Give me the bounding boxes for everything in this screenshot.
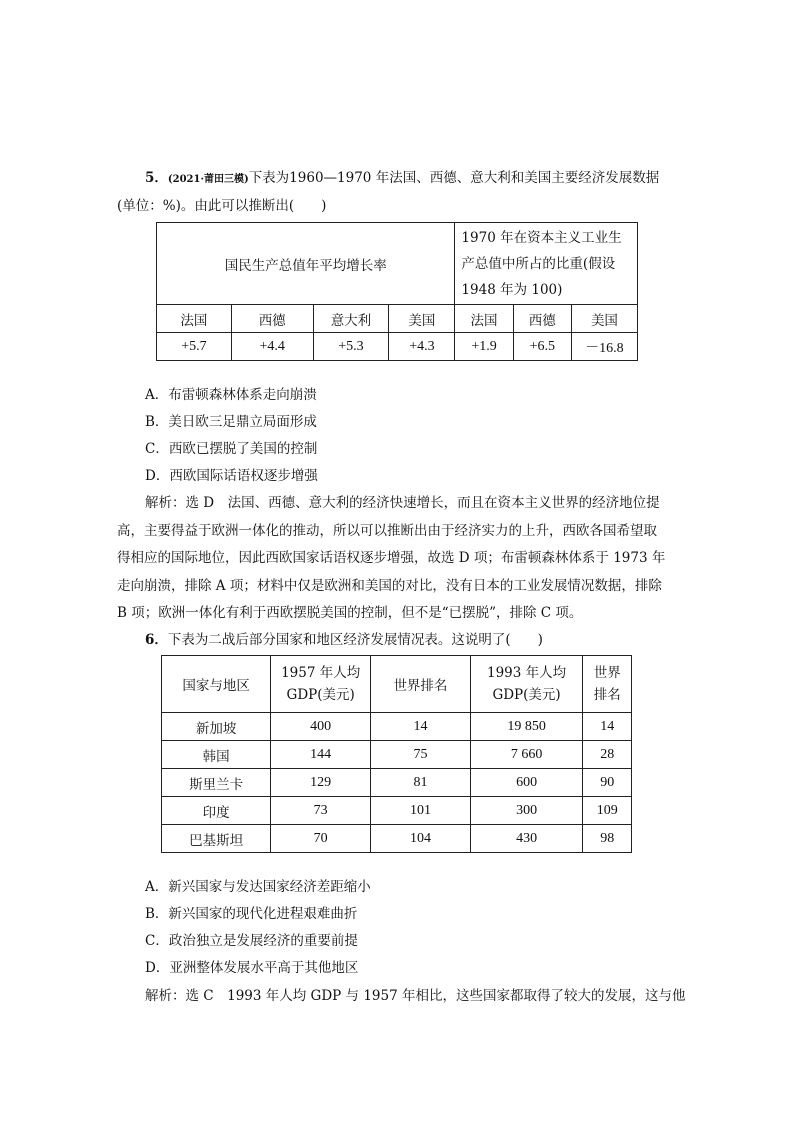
q5-option-d[interactable]: D．西欧国际话语权逐步增强 xyxy=(145,468,318,484)
q6-cell-gdp1993: 300 xyxy=(470,797,583,825)
q6-header-rank1957: 世界排名 xyxy=(371,656,471,713)
q6-cell-gdp1993: 7 660 xyxy=(470,741,583,769)
table-row xyxy=(162,797,632,825)
q5-analysis-line: 高，主要得益于欧洲一体化的推动，所以可以推断出由于经济实力的上升，西欧各国希望取 xyxy=(117,523,657,539)
q5-value-cell: +4.4 xyxy=(231,333,313,361)
q6-header-rank1993 xyxy=(583,656,632,713)
q5-option-b[interactable]: B．美日欧三足鼎立局面形成 xyxy=(145,414,317,430)
q5-value-cell: +4.3 xyxy=(389,333,455,361)
q5-analysis-line: 解析：选 D 法国、西德、意大利的经济快速增长，而且在资本主义世界的经济地位提 xyxy=(145,495,660,511)
q5-value-cell: +6.5 xyxy=(513,333,571,361)
q6-cell-rank1993: 109 xyxy=(583,797,632,825)
q5-col-header: 法国 xyxy=(157,305,232,333)
q6-header-gdp1957-line: 1957 年人均 xyxy=(281,665,361,681)
q5-col-header: 西德 xyxy=(231,305,313,333)
q6-cell-rank1957: 75 xyxy=(371,741,471,769)
q5-col-header: 西德 xyxy=(513,305,571,333)
q5-number: 5． xyxy=(145,170,168,186)
q6-cell-rank1993: 98 xyxy=(583,825,632,853)
q6-cell-gdp1993: 19 850 xyxy=(470,713,583,741)
q5-col-header: 美国 xyxy=(571,305,637,333)
q5-analysis-line: 走向崩溃，排除 A 项；材料中仅是欧洲和美国的对比，没有日本的工业发展情况数据，排除 xyxy=(117,578,662,594)
q5-stem-line2: (单位：%)。由此可以推断出( ) xyxy=(117,198,327,214)
table-row xyxy=(162,741,632,769)
q5-value-cell: +5.7 xyxy=(157,333,232,361)
q6-cell-rank1993: 14 xyxy=(583,713,632,741)
q6-cell-name: 印度 xyxy=(162,797,271,825)
q6-cell-rank1993: 28 xyxy=(583,741,632,769)
table-row xyxy=(162,825,632,853)
q5-analysis-line: 得相应的国际地位，因此西欧国家话语权逐步增强，故选 D 项；布雷顿森林体系于 1973 年 xyxy=(117,550,666,566)
q5-stem-line1 xyxy=(145,168,659,190)
q5-stem-text: 下表为1960—1970 年法国、西德、意大利和美国主要经济发展数据 xyxy=(248,170,660,186)
q6-cell-name: 巴基斯坦 xyxy=(162,825,271,853)
q6-cell-rank1957: 81 xyxy=(371,769,471,797)
q5-head-share xyxy=(455,223,638,305)
q6-option-c[interactable]: C．政治独立是发展经济的重要前提 xyxy=(145,933,358,949)
q6-cell-gdp1957: 129 xyxy=(271,769,371,797)
q5-col-header: 法国 xyxy=(455,305,513,333)
q5-value-cell: +1.9 xyxy=(455,333,513,361)
q5-value-cell: －16.8 xyxy=(571,333,637,361)
q5-col-header: 美国 xyxy=(389,305,455,333)
q6-header-gdp1957 xyxy=(271,656,371,713)
q6-stem xyxy=(145,630,543,650)
q6-cell-name: 新加坡 xyxy=(162,713,271,741)
q6-cell-gdp1957: 73 xyxy=(271,797,371,825)
q6-cell-gdp1993: 430 xyxy=(470,825,583,853)
q6-option-a[interactable]: A．新兴国家与发达国家经济差距缩小 xyxy=(145,879,371,895)
q5-head-growth: 国民生产总值年平均增长率 xyxy=(157,223,455,305)
q5-option-c[interactable]: C．西欧已摆脱了美国的控制 xyxy=(145,441,318,457)
q6-cell-rank1957: 101 xyxy=(371,797,471,825)
q6-option-b[interactable]: B．新兴国家的现代化进程艰难曲折 xyxy=(145,906,358,922)
q5-head-share-line: 产总值中所占的比重(假设 xyxy=(461,255,616,272)
q5-value-cell: +5.3 xyxy=(313,333,389,361)
q6-cell-gdp1957: 400 xyxy=(271,713,371,741)
q6-cell-rank1957: 14 xyxy=(371,713,471,741)
q6-header-gdp1993-line: GDP(美元) xyxy=(492,687,561,703)
q6-header-gdp1957-line: GDP(美元) xyxy=(286,687,355,703)
q6-header-region: 国家与地区 xyxy=(162,656,271,713)
q6-cell-rank1993: 90 xyxy=(583,769,632,797)
q6-header-rank1993-line: 世界 xyxy=(593,665,621,681)
q6-cell-gdp1957: 70 xyxy=(271,825,371,853)
q5-source: (2021·莆田三模) xyxy=(167,174,249,185)
q6-cell-gdp1993: 600 xyxy=(470,769,583,797)
q5-head-share-line: 1948 年为 100) xyxy=(461,281,563,298)
table-row xyxy=(162,769,632,797)
q6-header-gdp1993 xyxy=(470,656,583,713)
q6-header-rank1993-line: 排名 xyxy=(593,687,621,703)
q6-cell-name: 斯里兰卡 xyxy=(162,769,271,797)
q6-option-d[interactable]: D．亚洲整体发展水平高于其他地区 xyxy=(145,960,359,976)
q5-table xyxy=(156,222,638,361)
table-row xyxy=(162,713,632,741)
q6-header-gdp1993-line: 1993 年人均 xyxy=(487,665,567,681)
q6-number: 6． xyxy=(145,632,168,648)
q6-table xyxy=(161,655,632,853)
q6-cell-gdp1957: 144 xyxy=(271,741,371,769)
q5-option-a[interactable]: A．布雷顿森林体系走向崩溃 xyxy=(145,387,317,403)
q6-stem-text: 下表为二战后部分国家和地区经济发展情况表。这说明了( ) xyxy=(167,632,543,648)
q5-head-share-line: 1970 年在资本主义工业生 xyxy=(461,229,622,246)
q6-cell-name: 韩国 xyxy=(162,741,271,769)
q5-analysis-line: B 项；欧洲一体化有利于西欧摆脱美国的控制，但不是“已摆脱”，排除 C 项。 xyxy=(117,605,583,621)
q5-col-header: 意大利 xyxy=(313,305,389,333)
q6-cell-rank1957: 104 xyxy=(371,825,471,853)
q6-analysis-line: 解析：选 C 1993 年人均 GDP 与 1957 年相比，这些国家都取得了较大的发展，这与他 xyxy=(145,988,686,1004)
